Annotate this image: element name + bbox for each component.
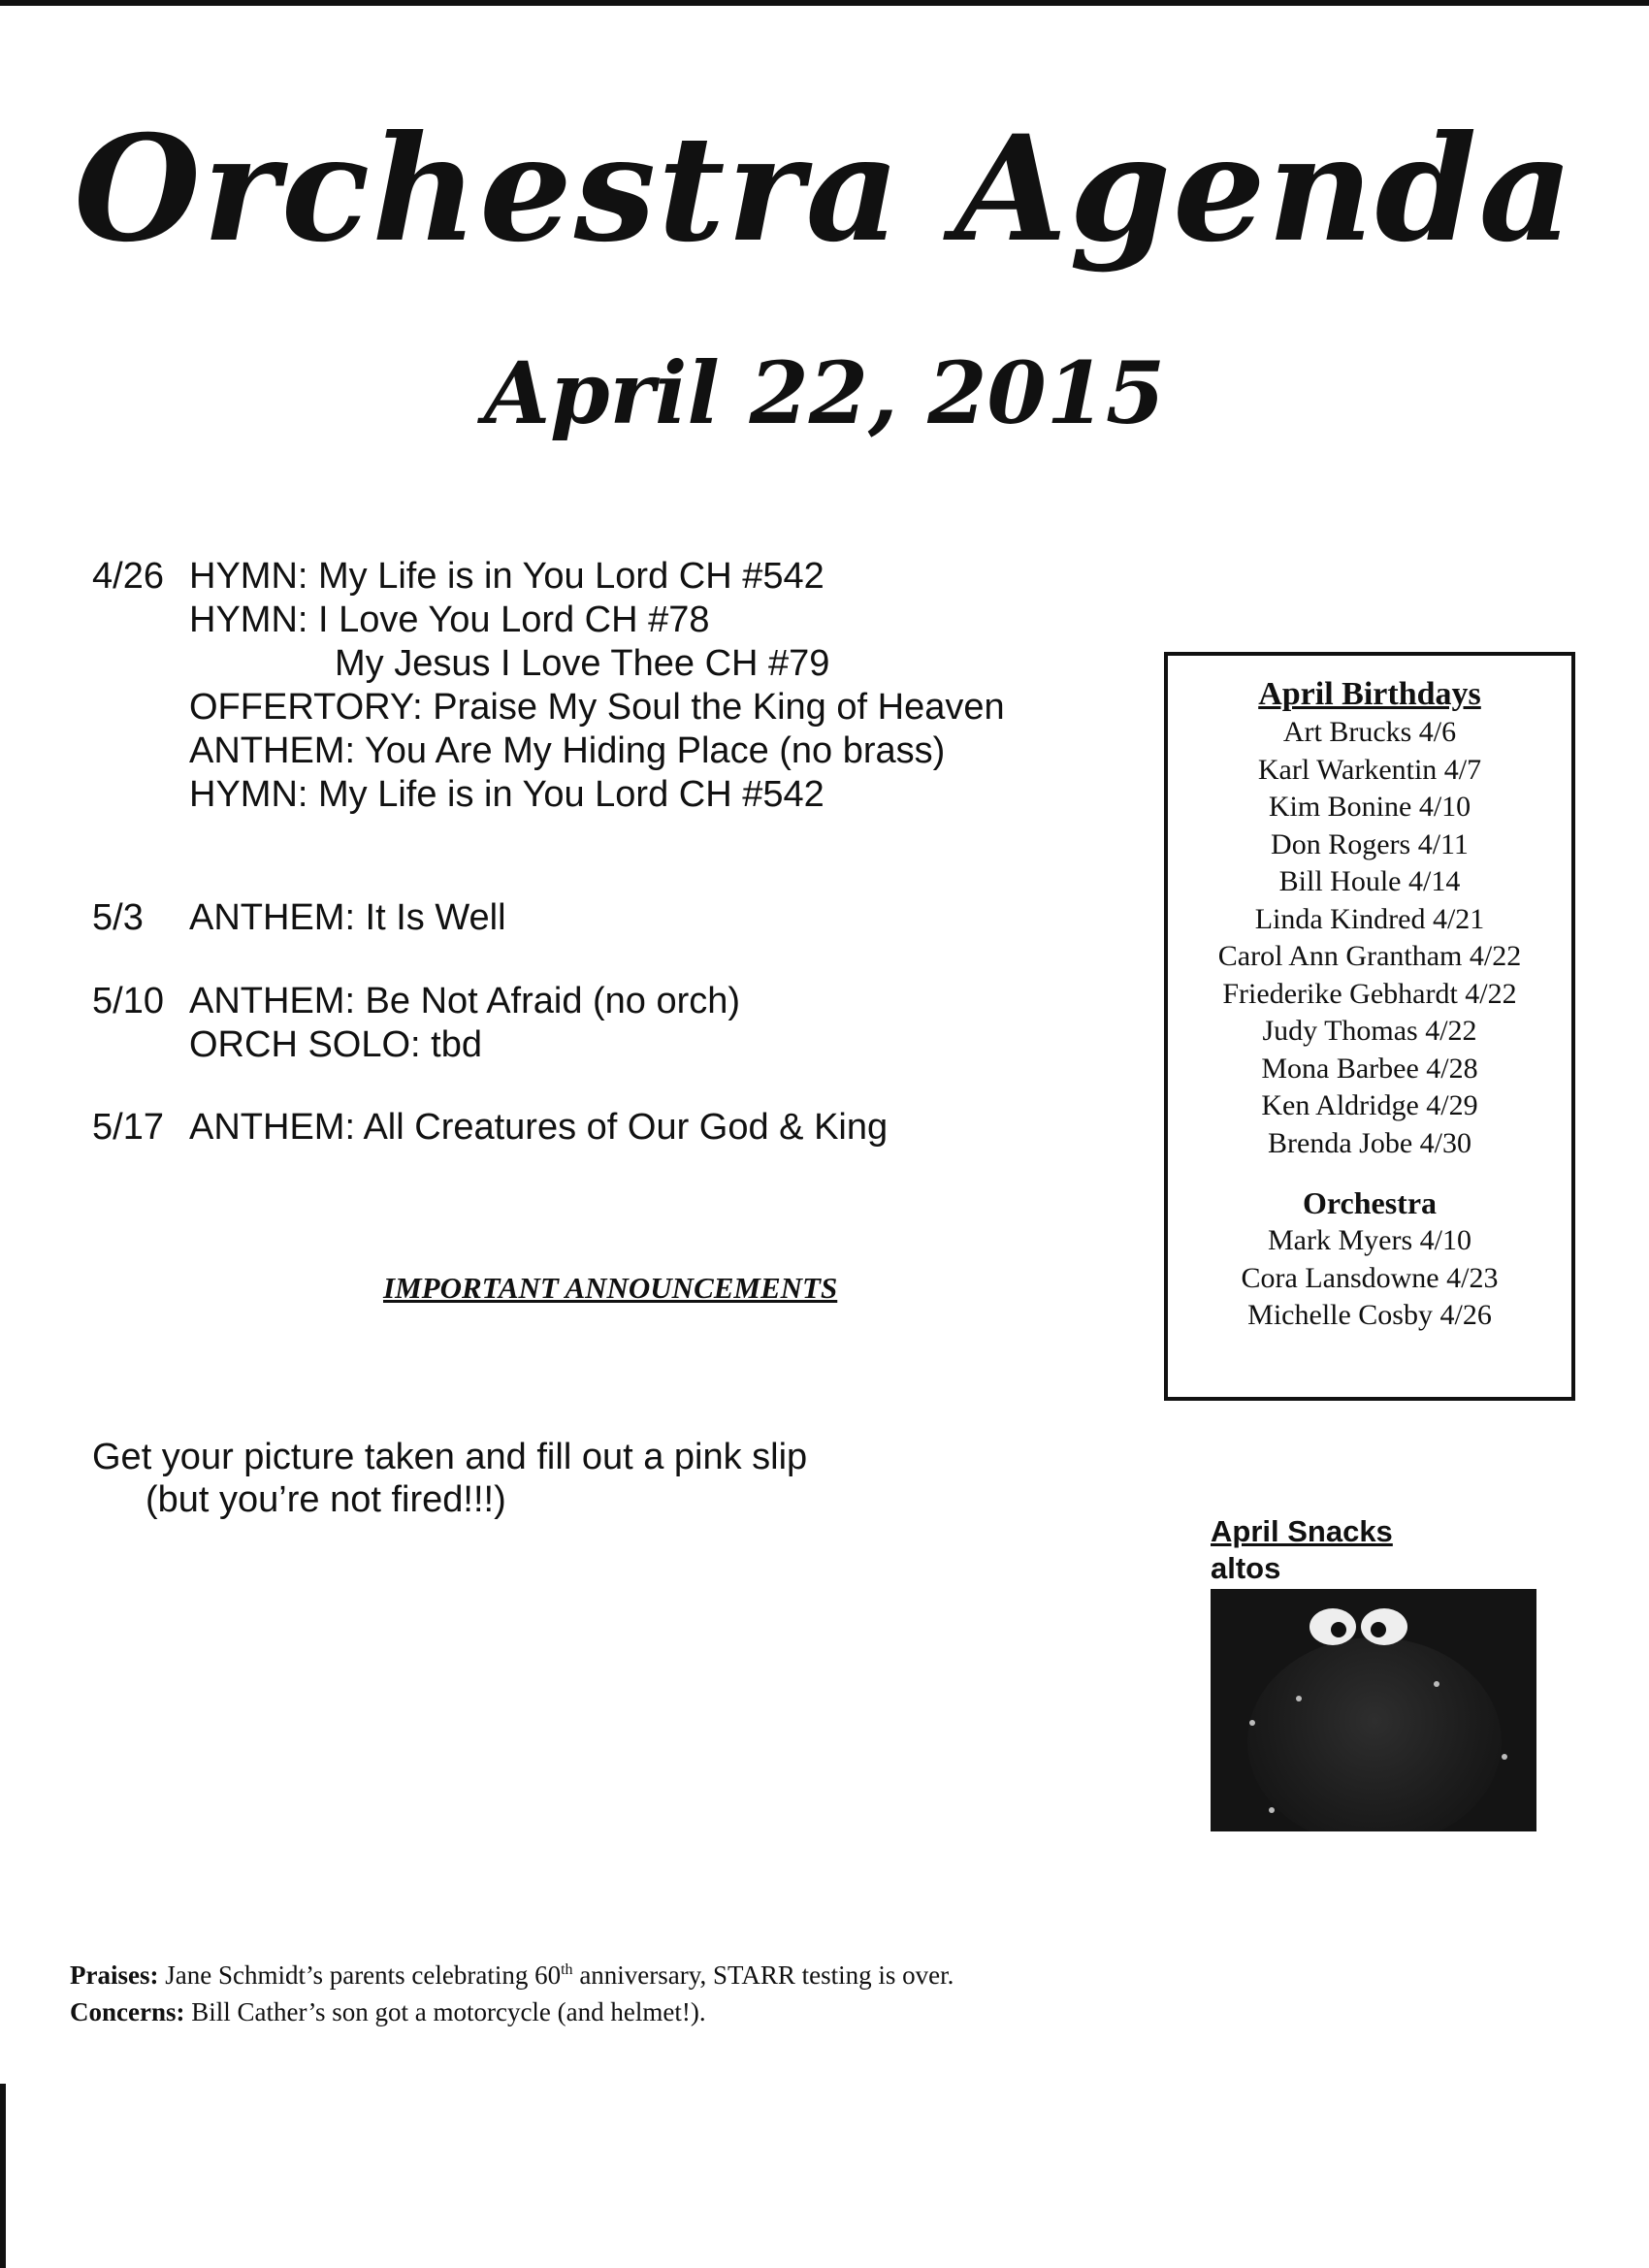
praises-text-pre: Jane Schmidt’s parents celebrating 60: [165, 1960, 562, 1990]
cookie-monster-photo: [1211, 1589, 1536, 1831]
concerns-label: Concerns:: [70, 1997, 185, 2026]
agenda-group-5-17: [92, 1106, 1120, 1150]
birthday-item: Karl Warkentin 4/7: [1257, 753, 1482, 786]
agenda-text: ANTHEM: Be Not Afraid (no orch): [189, 981, 741, 1021]
birthday-item: Brenda Jobe 4/30: [1268, 1126, 1471, 1159]
agenda-line: [92, 896, 1120, 940]
praises-text-post: anniversary, STARR testing is over.: [572, 1960, 954, 1990]
announcement-line: Get your picture taken and fill out a pink slip: [92, 1437, 808, 1477]
scan-edge-mark: [0, 2084, 6, 2268]
praises-line: [70, 1952, 954, 1993]
agenda-group-5-3: [92, 896, 1120, 940]
agenda-group-5-10: [92, 980, 1120, 1067]
agenda-text: My Jesus I Love Thee CH #79: [335, 643, 830, 684]
orchestra-birthday-item: Michelle Cosby 4/26: [1247, 1299, 1492, 1331]
agenda-line: [92, 980, 1120, 1023]
snacks-section: [1211, 1513, 1393, 1587]
agenda-text: HYMN: I Love You Lord CH #78: [189, 599, 710, 640]
birthday-item: Carol Ann Grantham 4/22: [1217, 940, 1522, 972]
praises-sup: th: [561, 1961, 573, 1978]
agenda-text: ANTHEM: All Creatures of Our God & King: [189, 1107, 889, 1148]
right-pupil: [1371, 1622, 1386, 1637]
agenda-line: [92, 686, 1120, 729]
agenda-line: [92, 1106, 1120, 1150]
agenda-text: ANTHEM: You Are My Hiding Place (no brass): [189, 730, 946, 771]
crumb: [1502, 1754, 1507, 1760]
birthdays-box: [1164, 652, 1575, 1401]
praises-label: Praises:: [70, 1960, 159, 1990]
agenda-line: [92, 729, 1120, 773]
crumb: [1249, 1720, 1255, 1726]
agenda-line: [92, 642, 1120, 686]
orchestra-birthday-item: Mark Myers 4/10: [1268, 1224, 1471, 1256]
agenda-text: OFFERTORY: Praise My Soul the King of Heaven: [189, 687, 1005, 728]
snacks-group: altos: [1211, 1551, 1281, 1585]
birthday-item: Don Rogers 4/11: [1271, 827, 1469, 860]
top-border: [0, 0, 1649, 6]
agenda-date: 5/10: [92, 981, 164, 1021]
agenda-text: HYMN: My Life is in You Lord CH #542: [189, 774, 824, 815]
birthday-item: Bill Houle 4/14: [1278, 865, 1461, 897]
page-date: April 22, 2015: [483, 342, 1166, 443]
agenda-text: ORCH SOLO: tbd: [189, 1024, 482, 1065]
concerns-text: Bill Cather’s son got a motorcycle (and helmet!).: [191, 1997, 706, 2026]
page-title: Orchestra Agenda: [74, 104, 1575, 275]
birthday-item: Ken Aldridge 4/29: [1261, 1089, 1478, 1121]
announcement-text: [92, 1436, 807, 1521]
crumb: [1296, 1696, 1302, 1701]
birthday-item: Linda Kindred 4/21: [1254, 902, 1485, 935]
birthday-item: Art Brucks 4/6: [1282, 716, 1457, 748]
agenda-line: [92, 773, 1120, 817]
birthdays-heading: April Birthdays: [1258, 676, 1481, 712]
left-pupil: [1331, 1622, 1346, 1637]
agenda-line: [92, 1023, 1120, 1067]
agenda-date: 5/17: [92, 1107, 164, 1148]
agenda-date: 4/26: [92, 556, 164, 597]
crumb: [1269, 1807, 1275, 1813]
cookie-monster-face: [1247, 1637, 1502, 1831]
snacks-heading: April Snacks: [1211, 1514, 1393, 1548]
orchestra-birthdays-heading: Orchestra: [1302, 1185, 1438, 1220]
agenda-line: [92, 555, 1120, 599]
announcements-heading: IMPORTANT ANNOUNCEMENTS: [383, 1271, 838, 1305]
agenda-text: ANTHEM: It Is Well: [189, 897, 506, 938]
birthday-item: Mona Barbee 4/28: [1261, 1052, 1478, 1085]
announcement-line: (but you’re not fired!!!): [146, 1479, 506, 1520]
agenda-line: [92, 599, 1120, 642]
right-eye: [1361, 1608, 1407, 1645]
crumb: [1434, 1681, 1439, 1687]
concerns-line: [70, 1993, 954, 2030]
birthday-item: Friederike Gebhardt 4/22: [1222, 977, 1517, 1010]
orchestra-birthday-item: Cora Lansdowne 4/23: [1241, 1261, 1499, 1294]
agenda-date: 5/3: [92, 897, 144, 938]
agenda-text: HYMN: My Life is in You Lord CH #542: [189, 556, 824, 597]
footer-notes: [70, 1952, 954, 2030]
birthday-item: Judy Thomas 4/22: [1262, 1015, 1477, 1047]
agenda-group-4-26: [92, 555, 1120, 817]
left-eye: [1310, 1608, 1356, 1645]
birthday-item: Kim Bonine 4/10: [1268, 791, 1471, 823]
